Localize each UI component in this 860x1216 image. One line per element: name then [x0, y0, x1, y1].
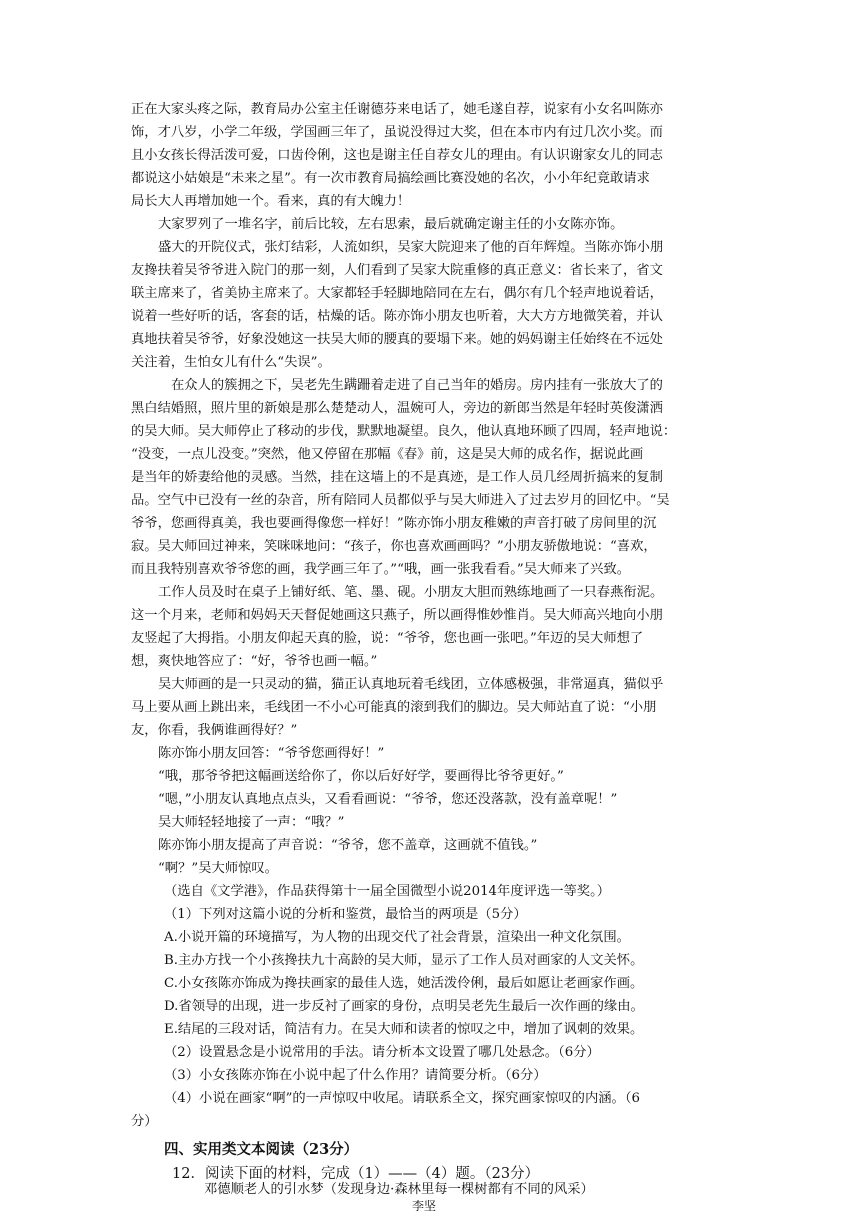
option-b: B.主办方找一个小孩搀扶九十高龄的吴大师，显示了工作人员对画家的人文关怀。 — [164, 953, 644, 968]
paragraph-line: 盛大的开院仪式，张灯结彩，人流如织，吴家大院迎来了他的百年辉煌。当陈亦饰小朋 — [158, 240, 664, 255]
paragraph-line: 说着一些好听的话，客套的话，枯燥的话。陈亦饰小朋友也听着，大大方方地微笑着，并认 — [131, 309, 663, 324]
question-4: （4）小说在画家“啊”的一声惊叹中收尾。请联系全文，探究画家惊叹的内涵。（6 — [164, 1091, 640, 1106]
question-2: （2）设置悬念是小说常用的手法。请分析本文设置了哪几处悬念。（6分） — [164, 1045, 600, 1060]
paragraph-line: 正在大家头疼之际，教育局办公室主任谢德芬来电话了，她毛遂自荐，说家有小女名叫陈亦 — [131, 102, 663, 117]
source-note: （选自《文学港》，作品获得第十一届全国微型小说2014年度评选一等奖。） — [164, 884, 611, 899]
article-title: 邓德顺老人的引水梦（发现身边·森林里每一棵树都有不同的风采） — [204, 1182, 594, 1197]
paragraph-line: “啊？”吴大师惊叹。 — [158, 861, 278, 876]
paragraph-line: 寂。吴大师回过神来，笑咪咪地问：“孩子，你也喜欢画画吗？”小朋友骄傲地说：“喜欢， — [131, 539, 657, 554]
paragraph-line: 陈亦饰小朋友提高了声音说：“爷爷，您不盖章，这画就不值钱。” — [158, 838, 538, 853]
question-3: （3）小女孩陈亦饰在小说中起了什么作用？请简要分析。（6分） — [164, 1068, 547, 1083]
paragraph-line: “嗯，”小朋友认真地点点头，又看看画说：“爷爷，您还没落款，没有盖章呢！” — [158, 792, 618, 807]
section-heading: 四、实用类文本阅读（23分） — [164, 1141, 359, 1158]
paragraph-line: 饰，才八岁，小学二年级，学国画三年了，虽说没得过大奖，但在本市内有过几次小奖。而 — [131, 125, 663, 140]
paragraph-line: 想，爽快地答应了：“好，爷爷也画一幅。” — [131, 654, 378, 669]
paragraph-line: 友竖起了大拇指。小朋友仰起天真的脸，说：“爷爷，您也画一张吧。”年迈的吴大师想了 — [131, 631, 644, 646]
paragraph-line: 爷爷，您画得真美，我也要画得像您一样好！”陈亦饰小朋友稚嫩的声音打破了房间里的沉 — [131, 516, 657, 531]
option-c: C.小女孩陈亦饰成为搀扶画家的最佳人选，她活泼伶俐，最后如愿让老画家作画。 — [164, 976, 644, 991]
paragraph-line: “哦，那爷爷把这幅画送给你了，你以后好好学，要画得比爷爷更好。” — [158, 769, 564, 784]
paragraph-line: 这一个月来，老师和妈妈天天督促她画这只燕子，所以画得惟妙惟肖。吴大师高兴地向小朋 — [131, 608, 663, 623]
paragraph-line: 的吴大师。吴大师停止了移动的步伐，默默地凝望。良久，他认真地环顾了四周，轻声地说： — [131, 424, 677, 439]
paragraph-line: 且小女孩长得活泼可爱，口齿伶俐，这也是谢主任自荐女儿的理由。有认识谢家女儿的同志 — [131, 148, 663, 163]
paragraph-line: 而且我特别喜欢爷爷您的画，我学画三年了。”“哦，画一张我看看。”吴大师来了兴致。 — [131, 562, 631, 577]
paragraph-line: 品。空气中已没有一丝的杂音，所有陪同人员都似乎与吴大师进入了过去岁月的回忆中。“吴 — [131, 493, 670, 508]
paragraph-line: 马上要从画上跳出来，毛线团一不小心可能真的滚到我们的脚边。吴大师站直了说：“小朋 — [131, 700, 657, 715]
option-d: D.省领导的出现，进一步反衬了画家的身份，点明吴老先生最后一次作画的缘由。 — [164, 999, 644, 1014]
paragraph-line: 关注着，生怕女儿有什么“失误”。 — [131, 355, 331, 370]
paragraph-line: 吴大师轻轻地接了一声：“哦？” — [158, 815, 345, 830]
option-a: A.小说开篇的环境描写，为人物的出现交代了社会背景，渲染出一种文化氛围。 — [164, 930, 630, 945]
paragraph-line: 是当年的娇妻给他的灵感。当然，挂在这墙上的不是真迹，是工作人员几经周折搞来的复制 — [131, 470, 663, 485]
paragraph-line: 黑白结婚照，照片里的新娘是那么楚楚动人，温婉可人，旁边的新郎当然是年轻时英俊潇洒 — [131, 401, 663, 416]
question-1: （1）下列对这篇小说的分析和鉴赏，最恰当的两项是（5分） — [164, 907, 527, 922]
option-e: E.结尾的三段对话，简洁有力。在吴大师和读者的惊叹之中，增加了讽刺的效果。 — [164, 1022, 644, 1037]
paragraph-line: 都说这小姑娘是“未来之星”。有一次市教育局搞绘画比赛没她的名次，小小年纪竟敢请求 — [131, 171, 650, 186]
paragraph-line: 工作人员及时在桌子上铺好纸、笔、墨、砚。小朋友大胆而熟练地画了一只春燕衔泥。 — [158, 585, 664, 600]
paragraph-line: 吴大师画的是一只灵动的猫，猫正认真地玩着毛线团，立体感极强，非常逼真，猫似乎 — [158, 677, 664, 692]
paragraph-line: 大家罗列了一堆名字，前后比较，左右思索，最后就确定谢主任的小女陈亦饰。 — [158, 217, 624, 232]
paragraph-line: 在众人的簇拥之下，吴老先生蹒跚着走进了自己当年的婚房。房内挂有一张放大了的 — [171, 378, 663, 393]
question-4-cont: 分） — [131, 1114, 158, 1129]
question-12: 12．阅读下面的材料，完成（1）——（4）题。（23分） — [172, 1166, 540, 1182]
paragraph-line: 真地扶着吴爷爷，好象没她这一扶吴大师的腰真的要塌下来。她的妈妈谢主任始终在不远处 — [131, 332, 663, 347]
paragraph-line: 友搀扶着吴爷爷进入院门的那一刻，人们看到了吴家大院重修的真正意义：省长来了，省文 — [131, 263, 663, 278]
paragraph-line: 友，你看，我俩谁画得好？” — [131, 723, 298, 738]
paragraph-line: 联主席来了，省美协主席来了。大家都轻手轻脚地陪同在左右，偶尔有几个轻声地说着话， — [131, 286, 663, 301]
paragraph-line: 陈亦饰小朋友回答：“爷爷您画得好！” — [158, 746, 385, 761]
article-author: 李坚 — [412, 1199, 437, 1213]
paragraph-line: “没变，一点儿没变。”突然，他又停留在那幅《春》前，这是吴大师的成名作，据说此画 — [131, 447, 644, 462]
paragraph-line: 局长大人再增加她一个。看来，真的有大魄力！ — [131, 194, 411, 209]
